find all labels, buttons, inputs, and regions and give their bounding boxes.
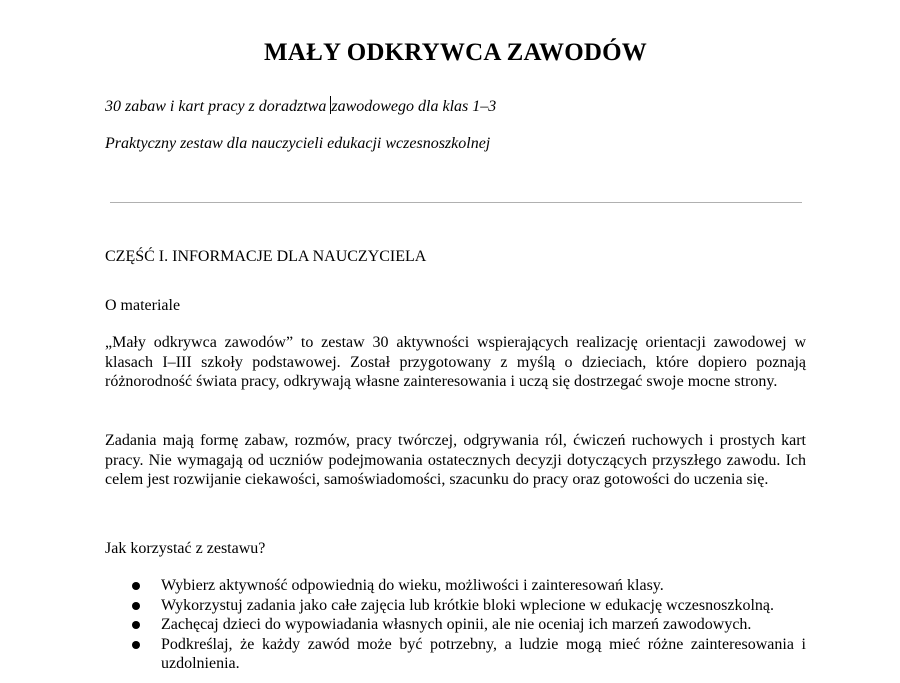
bullet-icon (132, 621, 140, 629)
document-subtitle[interactable] (105, 96, 496, 117)
list-item-text: Wykorzystuj zadania jako całe zajęcia lub krótkie bloki wplecione w edukację wczesnoszkolną. (161, 596, 775, 614)
list-item (105, 596, 806, 616)
document-title: MAŁY ODKRYWCA ZAWODÓW (264, 39, 647, 66)
document-subtitle-2: Praktyczny zestaw dla nauczycieli edukacji wczesnoszkolnej (105, 135, 491, 152)
about-heading: O materiale (105, 297, 181, 314)
howto-heading: Jak korzystać z zestawu? (105, 540, 266, 557)
list-item-text: Zachęcaj dzieci do wypowiadania własnych opinii, ale nie oceniaj ich marzeń zawodowych. (161, 616, 752, 633)
section-heading: CZĘŚĆ I. INFORMACJE DLA NAUCZYCIELA (105, 248, 427, 265)
bullet-icon (132, 602, 140, 610)
horizontal-divider (110, 202, 802, 203)
bullet-icon (132, 641, 140, 649)
list-item-text: Podkreślaj, że każdy zawód może być potrzebny, a ludzie mogą mieć różne zainteresowania i uzdolnienia. (161, 635, 806, 672)
list-item (105, 615, 806, 635)
paragraph-intro: „Mały odkrywca zawodów” to zestaw 30 aktywności wspierających realizację orientacji zawodowej w klasach I–III szkoły podstawowej. Został przygotowany z myślą o dzieciach, które dopiero poznają różnorodność świata pracy, odkrywają własne zainteresowania i uczą się dostrzegać swoje mocne strony. (105, 334, 806, 390)
subtitle-text-before-cursor: 30 zabaw i kart pracy z doradztwa (105, 98, 331, 115)
paragraph-activities: Zadania mają formę zabaw, rozmów, pracy twórczej, odgrywania ról, ćwiczeń ruchowych i prostych kart pracy. Nie wymagają od uczniów podejmowania ostatecznych decyzji dotyczących przyszłego zawodu. Ich celem jest rozwijanie ciekawości, samoświadomości, szacunku do pracy oraz gotowości do uczenia się. (105, 432, 806, 488)
usage-bullet-list (105, 576, 806, 674)
list-item (105, 576, 806, 596)
list-item-text: Wybierz aktywność odpowiednią do wieku, możliwości i zainteresowań klasy. (161, 577, 664, 594)
subtitle-text-after-cursor: zawodowego dla klas 1–3 (331, 98, 497, 115)
list-item (105, 635, 806, 674)
bullet-icon (132, 582, 140, 590)
